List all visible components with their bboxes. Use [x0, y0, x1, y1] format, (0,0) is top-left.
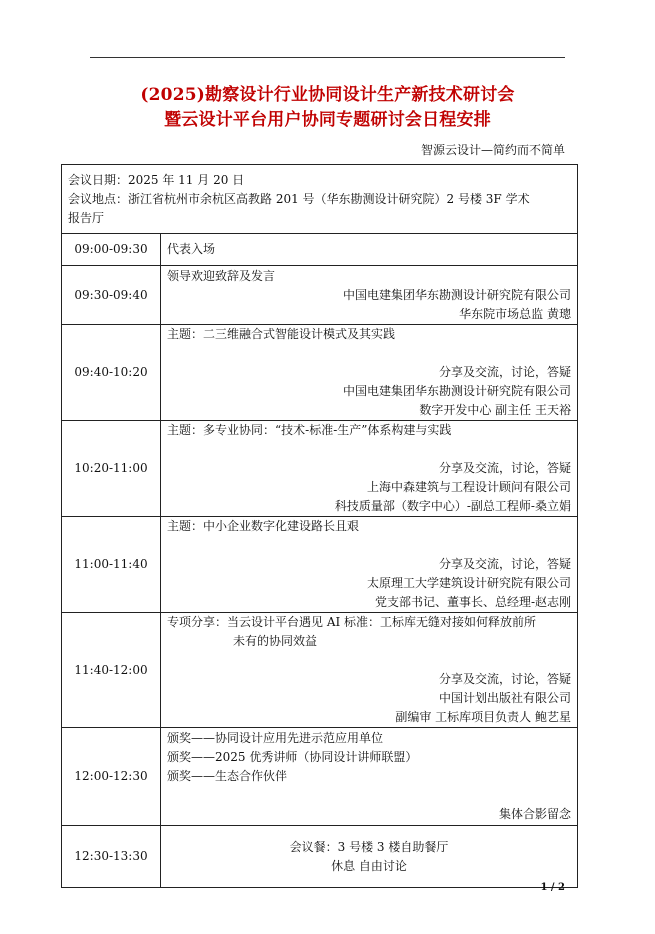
session-note: 分享及交流，讨论，答疑: [438, 672, 571, 686]
meeting-info-cell: [62, 165, 578, 234]
session-speaker: 数字开发中心 副主任 王天裕: [419, 403, 571, 417]
slogan: 智源云设计—简约而不简单: [420, 143, 565, 157]
award-item: 颁奖——生态合作伙伴: [167, 769, 288, 783]
session-topic: 专项分享：当云设计平台遇见 AI 标准：工标库无缝对接如何释放前所: [167, 615, 537, 629]
session-speaker: 科技质量部（数字中心）-副总工程师-桑立娟: [334, 499, 571, 513]
session-cell: [161, 613, 578, 728]
rest-info: 休息 自由讨论: [331, 858, 407, 873]
session-topic: 领导欢迎致辞及发言: [167, 268, 276, 283]
table-row: [62, 421, 578, 517]
title-line-2: 暨云设计平台用户协同专题研讨会日程安排: [164, 110, 491, 130]
session-time: 09:00-09:30: [62, 234, 161, 266]
session-time: 09:30-09:40: [62, 266, 161, 325]
session-time: 10:20-11:00: [62, 421, 161, 517]
session-topic: 主题：多专业协同：“技术-标准-生产”体系构建与实践: [167, 423, 452, 437]
title-line-1: (2025)勘察设计行业协同设计生产新技术研讨会: [140, 85, 515, 105]
meeting-info-row: [62, 165, 578, 234]
header-rule: [90, 57, 565, 58]
group-photo: 集体合影留念: [498, 807, 571, 821]
session-time: 12:00-12:30: [62, 728, 161, 826]
table-row: [62, 613, 578, 728]
session-cell: [161, 826, 578, 888]
table-row: [62, 517, 578, 613]
session-topic: 主题：中小企业数字化建设路长且艰: [167, 519, 360, 533]
meal-info: 会议餐：3 号楼 3 楼自助餐厅: [289, 839, 449, 854]
session-time: 11:40-12:00: [62, 613, 161, 728]
award-item: 颁奖——2025 优秀讲师（协同设计讲师联盟）: [167, 750, 418, 764]
session-topic-cont: 未有的协同效益: [233, 634, 318, 648]
session-cell: [161, 517, 578, 613]
session-speaker: 党支部书记、董事长、总经理-赵志刚: [374, 595, 571, 609]
session-cell: [161, 325, 578, 421]
session-org: 太原理工大学建筑设计研究院有限公司: [366, 576, 571, 590]
table-row: [62, 826, 578, 888]
session-cell: [161, 728, 578, 826]
session-cell: [161, 234, 578, 266]
award-item: 颁奖——协同设计应用先进示范应用单位: [167, 731, 384, 745]
session-time: 11:00-11:40: [62, 517, 161, 613]
session-org: 上海中森建筑与工程设计顾问有限公司: [366, 480, 571, 494]
session-topic: 主题：二三维融合式智能设计模式及其实践: [167, 327, 396, 341]
session-note: 分享及交流，讨论，答疑: [438, 461, 571, 475]
session-org: 中国计划出版社有限公司: [438, 691, 571, 705]
meeting-location: 会议地点：浙江省杭州市余杭区高教路 201 号（华东勘测设计研究院）2 号楼 3F 学术: [68, 191, 530, 206]
session-speaker: 华东院市场总监 黄璁: [459, 306, 571, 321]
table-row: [62, 325, 578, 421]
table-row: [62, 728, 578, 826]
meeting-date: 会议日期：2025 年 11 月 20 日: [68, 172, 245, 187]
session-note: 分享及交流，讨论，答疑: [438, 557, 571, 571]
session-cell: [161, 421, 578, 517]
session-speaker: 副编审 工标库项目负责人 鲍艺星: [395, 710, 571, 724]
table-row: [62, 266, 578, 325]
schedule-table: [61, 164, 578, 888]
session-org: 中国电建集团华东勘测设计研究院有限公司: [342, 287, 571, 302]
session-time: 12:30-13:30: [62, 826, 161, 888]
session-topic: 代表入场: [167, 242, 216, 256]
session-cell: [161, 266, 578, 325]
session-time: 09:40-10:20: [62, 325, 161, 421]
session-note: 分享及交流，讨论，答疑: [438, 365, 571, 379]
page-number: 1 / 2: [540, 882, 565, 893]
table-row: [62, 234, 578, 266]
meeting-location-cont: 报告厅: [68, 210, 105, 225]
session-org: 中国电建集团华东勘测设计研究院有限公司: [342, 384, 571, 398]
